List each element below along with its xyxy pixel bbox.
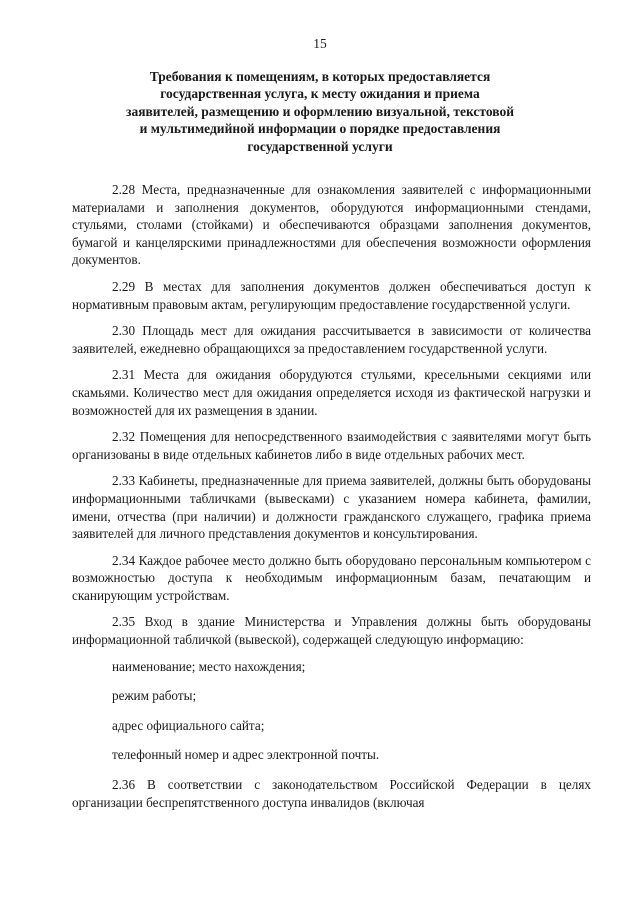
- paragraph-2-36: 2.36 В соответствии с законодательством Российской Федерации в целях организации беспрепятственного доступа инвалидов (включая: [72, 777, 591, 810]
- list-item: режим работы;: [112, 688, 197, 704]
- document-body: [72, 181, 591, 811]
- heading-line: Требования к помещениям, в которых предоставляется: [149, 69, 491, 84]
- heading-line: государственная услуга, к месту ожидания и приема: [160, 86, 480, 102]
- list-item: телефонный номер и адрес электронной почты.: [112, 747, 380, 763]
- paragraph-2-35: 2.35 Вход в здание Министерства и Управления должны быть оборудованы информационной табличкой (вывеской), содержащей следующую информацию:: [72, 614, 591, 648]
- paragraph-2-33: 2.33 Кабинеты, предназначенные для приема заявителей, должны быть оборудованы информационными табличками (вывесками) с указанием номера кабинета, фамилии, имени, отчества (при наличии) и должности гражданского служащего, графика приема заявителей для личного представления документов и консультирования.: [72, 473, 591, 542]
- heading-line: заявителей, размещению и оформлению визуальной, текстовой: [126, 103, 514, 119]
- paragraph-2-30: 2.30 Площадь мест для ожидания рассчитывается в зависимости от количества заявителей, ежедневно обращающихся за предоставлением государственной услуги.: [72, 323, 591, 356]
- heading-line: и мультимедийной информации о порядке предоставления: [139, 121, 501, 137]
- paragraph-2-28: 2.28 Места, предназначенные для ознакомления заявителей с информационными материалами и заполнения документов, оборудуются информационными стендами, стульями, столами (стойками) и обеспечиваются образцами заполнения документов, бумагой и канцелярскими принадлежностями для обеспечения возможности оформления документов.: [72, 182, 591, 268]
- list-item: адрес официального сайта;: [112, 717, 265, 733]
- list-item: наименование; место нахождения;: [112, 658, 306, 674]
- page-number: 15: [313, 36, 327, 51]
- paragraph-2-32: 2.32 Помещения для непосредственного взаимодействия с заявителями могут быть организованы в виде отдельных кабинетов либо в виде отдельных рабочих мест.: [72, 429, 591, 462]
- heading-line: государственной услуги: [247, 138, 393, 154]
- paragraph-2-31: 2.31 Места для ожидания оборудуются стульями, кресельными секциями или скамьями. Количество мест для ожидания определяется исходя из фактической нагрузки и возможностей для их размещения в здании.: [72, 367, 591, 418]
- paragraph-2-34: 2.34 Каждое рабочее место должно быть оборудовано персональным компьютером с возможностью доступа к необходимым информационным базам, печатающим и сканирующим устройствам.: [72, 552, 591, 603]
- section-heading: [110, 68, 530, 155]
- paragraph-2-29: 2.29 В местах для заполнения документов должен обеспечиваться доступ к нормативным правовым актам, регулирующим предоставление государственной услуги.: [72, 278, 591, 312]
